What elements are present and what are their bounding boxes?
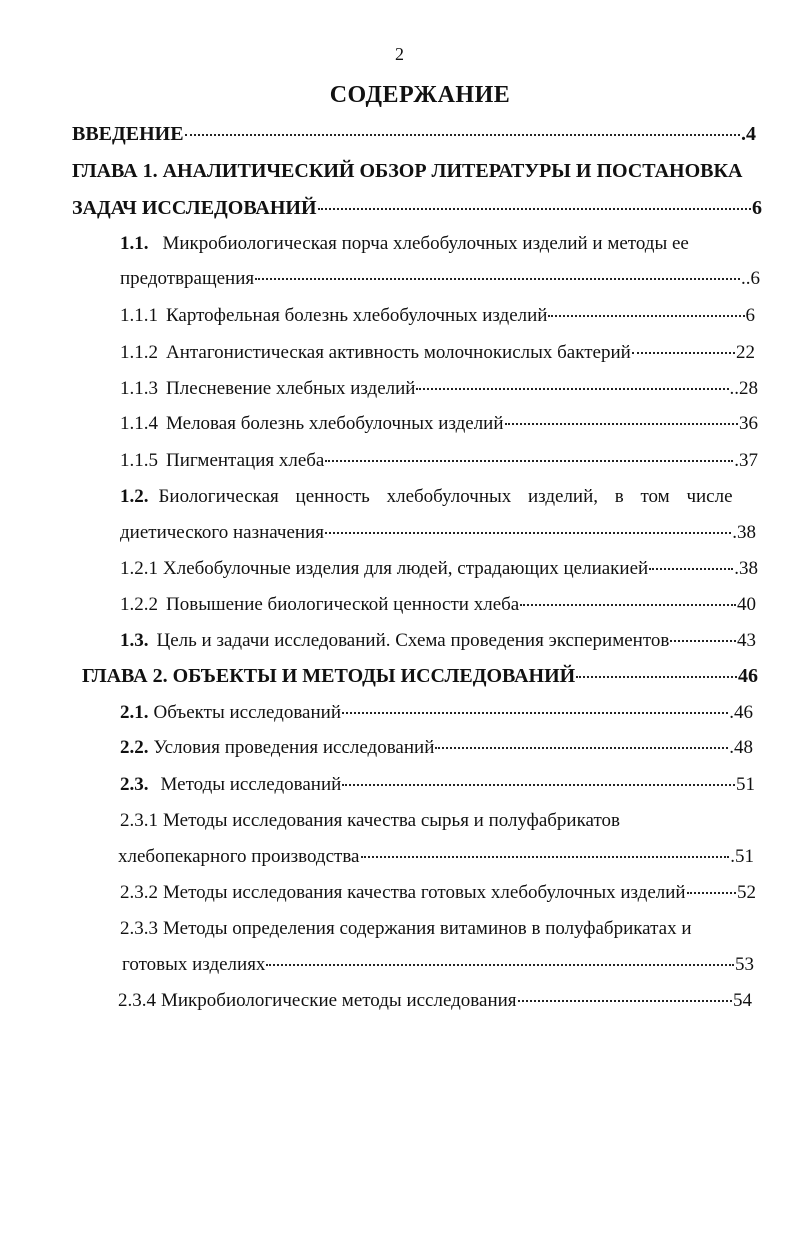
- toc-entry-text: Антагонистическая активность молочнокислых бактерий: [166, 342, 631, 363]
- toc-entry-number: 2.3.1: [120, 810, 158, 831]
- page-title: СОДЕРЖАНИЕ: [329, 82, 511, 108]
- dot-leader: [576, 676, 737, 678]
- toc-page-number: 36: [739, 413, 758, 434]
- toc-entry-text: Биологическая ценность хлебобулочных изделий, в том числе: [158, 486, 733, 507]
- toc-entry-2-3-3-cont[interactable]: [122, 952, 754, 978]
- toc-page-number: 43: [737, 630, 756, 651]
- toc-entry-text: хлебопекарного производства: [118, 846, 360, 867]
- toc-entry-1-3[interactable]: [120, 628, 756, 654]
- toc-entry-chapter-1-cont[interactable]: [72, 195, 762, 221]
- toc-entry-number: 1.1.1: [120, 305, 158, 326]
- toc-page-number: 52: [737, 882, 756, 903]
- dot-leader: [435, 747, 728, 749]
- toc-entry-1-2-cont[interactable]: [120, 520, 756, 546]
- dot-leader: [361, 856, 730, 858]
- toc-entry-number: 1.1.2: [120, 342, 158, 363]
- toc-page-number: 51: [736, 774, 755, 795]
- toc-entry-2-3-4[interactable]: [118, 988, 752, 1014]
- toc-entry-1-2-2[interactable]: [120, 592, 756, 618]
- dot-leader: [632, 352, 735, 354]
- dot-leader: [518, 1000, 732, 1002]
- toc-entry-2-3-3[interactable]: [120, 916, 760, 942]
- toc-entry-number: 2.3.: [120, 774, 149, 795]
- toc-entry-text: Методы определения содержания витаминов в полуфабрикатах и: [163, 918, 692, 939]
- toc-page-number: 53: [735, 954, 754, 975]
- toc-entry-text: ВВЕДЕНИЕ: [72, 123, 184, 145]
- toc-page-number: 6: [752, 197, 762, 219]
- dot-leader: [649, 568, 733, 570]
- toc-entry-text: Меловая болезнь хлебобулочных изделий: [166, 413, 504, 434]
- toc-entry-text: Методы исследований: [160, 774, 342, 795]
- toc-page-number: .38: [732, 522, 756, 543]
- toc-entry-introduction[interactable]: [72, 121, 756, 147]
- toc-entry-text: Хлебобулочные изделия для людей, страдающих целиакией: [163, 558, 649, 579]
- toc-entry-2-3-2[interactable]: [120, 880, 756, 906]
- toc-entry-1-1-2[interactable]: [120, 340, 755, 366]
- toc-entry-1-2-1[interactable]: [120, 556, 758, 582]
- toc-entry-number: 2.3.4: [118, 990, 156, 1011]
- toc-entry-number: 1.1.: [120, 233, 149, 254]
- toc-page-number: .51: [730, 846, 754, 867]
- toc-page-number: 22: [736, 342, 755, 363]
- toc-entry-text: Микробиологические методы исследования: [161, 990, 517, 1011]
- toc-entry-number: 1.2.1: [120, 558, 158, 579]
- toc-entry-1-1-cont[interactable]: [120, 266, 760, 292]
- toc-entry-1-1-1[interactable]: [120, 303, 755, 329]
- toc-entry-text: Объекты исследований: [153, 702, 341, 723]
- toc-entry-number: 1.1.5: [120, 450, 158, 471]
- toc-entry-text: Методы исследования качества готовых хлебобулочных изделий: [163, 882, 686, 903]
- toc-entry-text: Методы исследования качества сырья и полуфабрикатов: [163, 810, 621, 831]
- page-number: 2: [395, 44, 404, 64]
- dot-leader: [255, 278, 740, 280]
- toc-page-number: 6: [745, 305, 755, 326]
- dot-leader: [325, 460, 733, 462]
- toc-entry-chapter-2[interactable]: [82, 663, 758, 689]
- toc-page-number: .37: [734, 450, 758, 471]
- toc-entry-number: 2.3.3: [120, 918, 158, 939]
- toc-page-number: .38: [734, 558, 758, 579]
- toc-entry-1-1-5[interactable]: [120, 448, 758, 474]
- toc-entry-number: 2.3.2: [120, 882, 158, 903]
- toc-entry-text: готовых изделиях: [122, 954, 266, 975]
- toc-entry-1-1-4[interactable]: [120, 411, 758, 437]
- dot-leader: [342, 784, 735, 786]
- dot-leader: [548, 315, 744, 317]
- toc-entry-text: Картофельная болезнь хлебобулочных изделий: [166, 305, 548, 326]
- toc-entry-text: Микробиологическая порча хлебобулочных изделий и методы ее: [162, 233, 689, 254]
- toc-entry-1-2[interactable]: [120, 484, 760, 510]
- toc-entry-2-3-1-cont[interactable]: [118, 844, 754, 870]
- toc-entry-text: Повышение биологической ценности хлеба: [166, 594, 520, 615]
- toc-page-number: .48: [729, 737, 753, 758]
- dot-leader: [318, 208, 751, 210]
- dot-leader: [266, 964, 734, 966]
- toc-entry-1-1-3[interactable]: [120, 376, 758, 402]
- dot-leader: [325, 532, 731, 534]
- toc-entry-2-3-1[interactable]: [120, 808, 760, 834]
- toc-entry-text: ГЛАВА 1. АНАЛИТИЧЕСКИЙ ОБЗОР ЛИТЕРАТУРЫ И ПОСТАНОВКА: [72, 160, 743, 182]
- toc-entry-text: диетического назначения: [120, 522, 324, 543]
- dot-leader: [520, 604, 736, 606]
- toc-page-number: .4: [741, 123, 756, 145]
- toc-entry-number: 1.2.: [120, 486, 149, 507]
- toc-entry-number: 2.1.: [120, 702, 149, 723]
- dot-leader: [342, 712, 728, 714]
- dot-leader: [505, 423, 738, 425]
- toc-page-number: 54: [733, 990, 752, 1011]
- toc-entry-text: Цель и задачи исследований. Схема проведения экспериментов: [156, 630, 670, 651]
- toc-page-number: 46: [738, 665, 758, 687]
- toc-page-number: .46: [729, 702, 753, 723]
- toc-entry-number: 1.3.: [120, 630, 149, 651]
- dot-leader: [185, 134, 740, 136]
- toc-entry-1-1[interactable]: [120, 231, 760, 257]
- toc-entry-text: Условия проведения исследований: [153, 737, 435, 758]
- toc-entry-text: Пигментация хлеба: [166, 450, 325, 471]
- toc-page-number: 40: [737, 594, 756, 615]
- toc-entry-text: предотвращения: [120, 268, 255, 289]
- toc-entry-text: ГЛАВА 2. ОБЪЕКТЫ И МЕТОДЫ ИССЛЕДОВАНИЙ: [82, 665, 576, 687]
- dot-leader: [416, 388, 728, 390]
- toc-entry-2-3[interactable]: [120, 772, 755, 798]
- toc-entry-number: 1.1.3: [120, 378, 158, 399]
- toc-entry-number: 1.1.4: [120, 413, 158, 434]
- toc-entry-number: 2.2.: [120, 737, 149, 758]
- toc-entry-number: 1.2.2: [120, 594, 158, 615]
- toc-entry-2-1[interactable]: [120, 700, 753, 726]
- dot-leader: [670, 640, 736, 642]
- toc-page-number: ..28: [729, 378, 758, 399]
- toc-entry-chapter-1[interactable]: [72, 158, 762, 184]
- toc-entry-text: ЗАДАЧ ИССЛЕДОВАНИЙ: [72, 197, 317, 219]
- toc-page-number: ..6: [741, 268, 760, 289]
- toc-entry-text: Плесневение хлебных изделий: [166, 378, 416, 399]
- toc-entry-2-2[interactable]: [120, 735, 753, 761]
- dot-leader: [687, 892, 736, 894]
